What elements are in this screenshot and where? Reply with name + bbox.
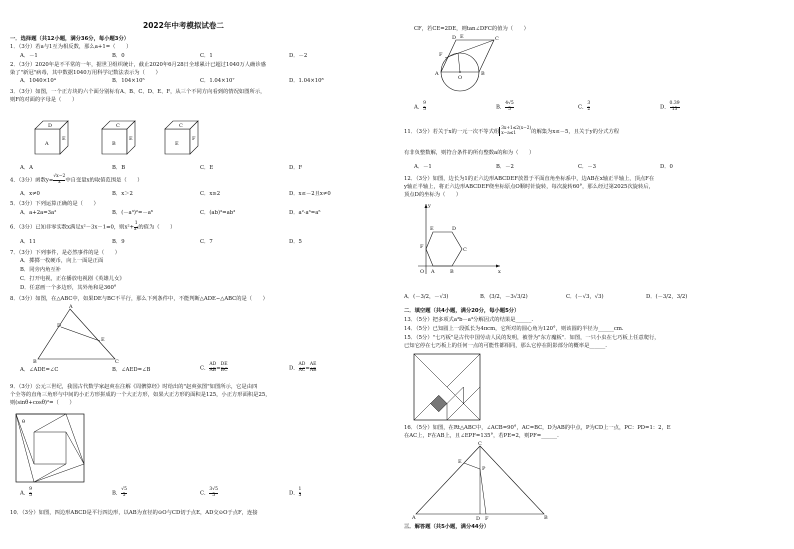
cube3-front-label: E — [175, 141, 179, 147]
cube2-top-label: C — [116, 123, 120, 129]
q9-option-a[interactable] — [20, 488, 32, 498]
q7-option-a[interactable]: A．掷掷一枚硬币，向上一面是正面 — [20, 258, 104, 264]
q10-a-num: 9 — [423, 101, 426, 106]
q4-option-c[interactable]: C．x≥2 — [200, 191, 221, 197]
q10-option-c[interactable] — [578, 102, 590, 112]
q12-stem-line1: 12．（3分）如图，边长为1的正六边形ABCDEF放置于平面直角坐标系中，边AB在x轴正半轴上，顶点F在 — [404, 176, 655, 182]
q8-label-a: A — [69, 304, 73, 310]
q12-label-x: x — [498, 269, 501, 275]
q9-c-den: 5 — [209, 493, 218, 499]
q9-b-label: B． — [112, 490, 122, 497]
q8-d-den1: AC — [298, 367, 306, 373]
q2-option-b[interactable]: B．104×10⁵ — [112, 78, 145, 84]
q7-option-b[interactable]: B．同旁内角互补 — [20, 267, 61, 273]
q8-option-c-label: C． — [200, 365, 210, 372]
q2-option-c[interactable]: C．1.04×10⁷ — [200, 78, 235, 84]
q16-label-e: E — [458, 459, 462, 465]
q10-label-o: O — [458, 75, 463, 81]
q10-a-label: A． — [414, 104, 424, 111]
q11-sys1: 3x+1≤2(x−2) — [501, 126, 532, 131]
q1-option-c[interactable]: C．1 — [200, 53, 213, 59]
q8-option-d-label: D． — [289, 365, 299, 372]
q2-option-a[interactable]: A．1040×10⁴ — [20, 78, 56, 84]
q10-stem-cont: CF，若CE=2DE，则tan∠DFC的值为（ ） — [414, 26, 529, 32]
cube3-side-label: F — [192, 136, 196, 142]
q4-stem-b: 中自变量x的取值范围是（ ） — [65, 177, 143, 184]
section-title-answer: 三．解答题（共5小题，满分44分） — [404, 524, 490, 530]
q12-label-b: B — [450, 269, 454, 275]
cube2-front-label: B — [112, 141, 116, 147]
q8-c-eq: = — [216, 365, 221, 372]
q8-option-b[interactable]: B．∠AED=∠B — [112, 367, 151, 373]
q8-triangle-figure — [30, 305, 120, 363]
q16-label-c: C — [478, 441, 482, 447]
q9-d-label: D． — [289, 490, 299, 497]
q10-c-den: 2 — [587, 106, 591, 112]
q13-stem: 13．（5分）把多项式a³b－a³分解因式的结果是______. — [404, 317, 534, 323]
q8-label-b: B — [33, 359, 37, 365]
q1-option-b[interactable]: B．0 — [112, 53, 125, 59]
q8-d-num2: AE — [309, 362, 317, 367]
q10-option-b[interactable] — [496, 102, 514, 112]
q3-option-c[interactable]: C．E — [200, 165, 214, 171]
q12-label-o: O — [420, 269, 425, 275]
q6-option-c[interactable]: C．7 — [200, 239, 213, 245]
q3-cubes-figure — [30, 116, 230, 156]
q1-stem: 1．（3分）若a与1互为相反数，那么a+1=（ ） — [10, 44, 132, 50]
q11-option-b[interactable]: B．－2 — [496, 164, 514, 170]
q9-c-frac — [209, 488, 218, 498]
q5-stem: 5．（3分）下列运算正确的是（ ） — [10, 201, 99, 207]
q5-option-a[interactable]: A．a+2a=3a² — [20, 210, 57, 216]
q2-stem-line2: 染了"新冠"病毒，其中数据1040万用科学记数法表示为（ ） — [10, 70, 161, 76]
q9-option-d[interactable] — [289, 488, 301, 498]
q10-label-c: C — [495, 36, 499, 42]
q8-label-c: C — [115, 359, 119, 365]
q8-stem: 8．（3分）如图，在△ABC中，如果DE与BC不平行，那么下列条件中，不能判断△ADE∽△ABC的是（ ） — [10, 296, 268, 302]
q12-option-c[interactable]: C．(－√3，√3) — [566, 294, 604, 300]
q9-option-b[interactable] — [112, 488, 127, 498]
q4-option-d[interactable]: D．x≤－2且x≠0 — [289, 191, 331, 197]
q15-stem-line1: 15．（5分）"七巧板"是古代中国劳动人民的发明，被誉为"东方魔板"．如图，一只小虫在七巧板上任意爬行， — [404, 335, 660, 341]
q10-c-frac — [587, 102, 590, 112]
q5-option-d[interactable]: D．a²·a³=a⁵ — [289, 210, 321, 216]
q7-option-d[interactable]: D．任意画一个多边形，其外角和是360° — [20, 285, 117, 291]
q16-label-b: B — [544, 515, 548, 521]
q1-option-d[interactable]: D．－2 — [289, 53, 308, 59]
q12-option-b[interactable]: B．(3/2，－3√3/2) — [480, 294, 528, 300]
q9-a-label: A． — [20, 490, 30, 497]
q9-zhaoshuang-figure — [14, 412, 86, 484]
q4-option-b[interactable]: B．x＞2 — [112, 191, 133, 197]
q10-b-num: 4√5 — [505, 101, 514, 106]
q12-label-a: A — [431, 269, 435, 275]
q10-a-frac — [423, 102, 426, 112]
q10-option-a[interactable] — [414, 102, 426, 112]
q10-c-num: 3 — [587, 101, 591, 106]
q9-c-label: C． — [200, 490, 210, 497]
q6-frac-den: x² — [134, 226, 139, 232]
q10-d-num: 0.39 — [669, 101, 680, 106]
q10-b-label: B． — [496, 104, 506, 111]
q8-option-c[interactable] — [200, 363, 228, 373]
q10-d-den: 13 — [670, 107, 680, 113]
q9-a-frac — [29, 488, 32, 498]
q16-stem-line2: 在AC上，F在AB上，且∠EPF=135°，若PE=2，则PF=______. — [404, 433, 559, 439]
q10-a-den: 5 — [423, 106, 426, 112]
cube-3 — [165, 121, 198, 154]
q12-label-f: F — [420, 244, 424, 250]
q10-d-frac — [670, 102, 680, 112]
section-title-choice: 一．选择题（共12小题，满分36分，每小题3分） — [10, 36, 130, 42]
q9-d-num: 1 — [298, 487, 302, 492]
q12-label-e: E — [430, 226, 434, 232]
q7-option-c[interactable]: C．打开电视，正在播放电视剧《英雄儿女》 — [20, 276, 125, 282]
q5-option-b[interactable]: B．(－a³)²=－a⁶ — [112, 210, 154, 216]
q14-stem: 14．（5分）已知圆上一段弧长为4πcm，它所对的圆心角为120°，则该圆的半径为______cm. — [404, 326, 624, 332]
q12-stem-line3: 顶点D的坐标为（ ） — [404, 192, 462, 198]
q15-tangram-figure — [412, 352, 482, 422]
q3-stem-line1: 3．（3分）如图，一个正方块的六个面分别标有A、B、C、D、E、F，从三个不同方向看到的情况如图所示， — [10, 89, 266, 95]
q8-d-num1: AD — [298, 362, 306, 367]
q3-option-b[interactable]: B．B — [112, 165, 126, 171]
q10-label-d: D — [452, 35, 457, 41]
q4-stem-a: 4．（3分）函数y= — [10, 177, 54, 184]
q11-stem-line2: 有非负整数解，则符合条件的所有整数a的和为（ ） — [404, 150, 535, 156]
q9-stem-line1: 9．（3分）公元三世纪，我国古代数学家赵爽在注解《周髀算经》时给出的"赵爽弦图"如图所示，它是由四 — [10, 384, 258, 390]
cube2-side-label: E — [129, 136, 133, 142]
q10-label-f: F — [439, 52, 443, 58]
q6-option-a[interactable]: A．11 — [20, 239, 36, 245]
q3-option-d[interactable]: D．F — [289, 165, 303, 171]
q10-circle-figure — [418, 34, 508, 92]
cube1-top-label: D — [48, 123, 53, 129]
q16-triangle-figure — [412, 442, 552, 520]
q8-label-e: E — [101, 337, 105, 343]
q12-label-y: y — [428, 203, 431, 209]
q9-b-den: 5 — [122, 492, 126, 498]
q9-b-num: √5 — [121, 487, 127, 492]
q11-option-d[interactable]: D．0 — [660, 164, 673, 170]
q12-stem-line2: y轴正半轴上，将正六边形ABCDEF绕坐标原点O顺时针旋转，每次旋转60°，那么经过第2025次旋转后， — [404, 184, 654, 190]
q3-option-a[interactable]: A．A — [20, 165, 33, 171]
q16-label-p: P — [482, 466, 486, 472]
q10-b-den: 5 — [505, 107, 514, 113]
q8-d-den2: AB — [309, 367, 317, 373]
q8-label-d: D — [57, 323, 62, 329]
q11-inequality-system — [499, 127, 531, 136]
q11-stem — [404, 127, 619, 136]
q7-stem: 7．（3分）下列事件，是必然事件的是（ ） — [10, 250, 121, 256]
q8-option-d[interactable] — [289, 363, 316, 373]
q8-c-den2: BC — [220, 367, 228, 373]
q10-b-frac — [505, 102, 514, 112]
q9-option-c[interactable] — [200, 488, 218, 498]
page-title: 2022年中考模拟试卷二 — [143, 21, 224, 30]
q16-label-a: A — [412, 515, 416, 521]
q10-d-label: D． — [660, 104, 670, 111]
q8-c-num2: DE — [220, 362, 228, 367]
cube1-front-label: A — [45, 141, 49, 147]
q16-label-f: F — [485, 516, 489, 522]
q16-label-d: D — [476, 516, 481, 522]
section-title-fill: 二．填空题（共4小题，满分20分，每小题5分） — [404, 308, 520, 314]
q8-c-den1: AB — [209, 367, 217, 373]
q8-option-a[interactable]: A．∠ADE=∠C — [20, 367, 59, 373]
q9-a-num: 9 — [29, 487, 32, 492]
q12-option-a[interactable]: A．(－3/2，－√3) — [404, 294, 449, 300]
q2-option-d[interactable]: D．1.04×10⁸ — [289, 78, 324, 84]
q6-stem — [10, 222, 175, 232]
q6-option-b[interactable]: B．9 — [112, 239, 125, 245]
q1-option-a[interactable]: A．－1 — [20, 53, 38, 59]
q4-stem — [10, 175, 143, 185]
q12-label-c: C — [463, 247, 467, 253]
q16-stem-line1: 16．（5分）如图，在Rt△ABC中，∠ACB=90°，AC=BC，D为AB的中点，P为CD上一点，PC：PD=1：2，E — [404, 425, 671, 431]
q12-option-d[interactable]: D．(－3/2，3/2) — [646, 294, 688, 300]
cube-1 — [35, 121, 68, 154]
q11-sys2: x−a≤1 — [501, 130, 517, 136]
q9-theta-label: θ — [22, 419, 26, 425]
q6-option-d[interactable]: D．5 — [289, 239, 302, 245]
q4-frac-num: √x−2 — [53, 174, 66, 179]
q8-d-frac2 — [310, 363, 317, 373]
q9-a-den: 5 — [29, 492, 32, 498]
q6-frac-num: 1 — [134, 221, 138, 226]
q10-label-b: B — [481, 71, 485, 77]
cube-2 — [102, 121, 135, 154]
q5-option-c[interactable]: C．(ab)³=ab³ — [200, 210, 236, 216]
q12-label-d: D — [452, 226, 457, 232]
q2-stem-line1: 2．（3分）2020年是不平常的一年，据世卫组织统计，截止2020年6月28日全球累计已超过1040万人确诊感 — [10, 62, 266, 68]
q3-stem-line2: 则F的对面的字母是（ ） — [10, 97, 78, 103]
cube1-side-label: E — [62, 136, 66, 142]
q9-d-den: 5 — [298, 492, 302, 498]
q8-c-frac2 — [221, 363, 228, 373]
q9-c-num: 3√5 — [209, 487, 218, 492]
q4-fraction — [53, 175, 65, 185]
q10-label-e: E — [460, 34, 464, 40]
q9-d-frac — [299, 488, 302, 498]
q4-frac-den: x — [53, 180, 65, 186]
q11-stem-a: 11．（3分）若关于x的一元一次不等式组 — [404, 129, 500, 136]
q9-stem-line2: 个全等的直角三角形与中间的小正方形拼成的一个大正方形，如果大正方形的面积是125，小正方形面积是25， — [10, 392, 271, 398]
cube3-top-label: C — [179, 123, 183, 129]
q10-c-label: C． — [578, 104, 588, 111]
q11-option-c[interactable]: C．－3 — [578, 164, 597, 170]
q4-option-a[interactable]: A．x≠0 — [20, 191, 40, 197]
q12-hexagon-figure — [414, 202, 504, 277]
q10-option-d[interactable] — [660, 102, 680, 112]
q10-label-a: A — [435, 71, 439, 77]
q9-stem-line3: 则(sinθ+cosθ)²=（ ） — [10, 400, 75, 406]
q8-c-num1: AD — [209, 362, 217, 367]
q10-stem: 10．（3分）如图，四边形ABCD是平行四边形，以AB为直径的⊙O与CD切于点E，AD交⊙O于点F，连接 — [10, 510, 258, 516]
q11-stem-b: 的解集为x≤－5，且关于y的分式方程 — [531, 129, 620, 136]
q11-option-a[interactable]: A．－1 — [414, 164, 432, 170]
q6-stem-b: 的值为（ ） — [138, 224, 176, 231]
q6-stem-a: 6．（3分）已知非零实数x满足x²－3x－1=0，则x²+ — [10, 224, 135, 231]
q9-b-frac — [121, 488, 127, 498]
q8-d-eq: = — [305, 365, 310, 372]
q15-stem-line2: 已知它停在七巧板上的任何一点的可能性都相同，那么它停在阴影部分的概率是______. — [404, 343, 607, 349]
